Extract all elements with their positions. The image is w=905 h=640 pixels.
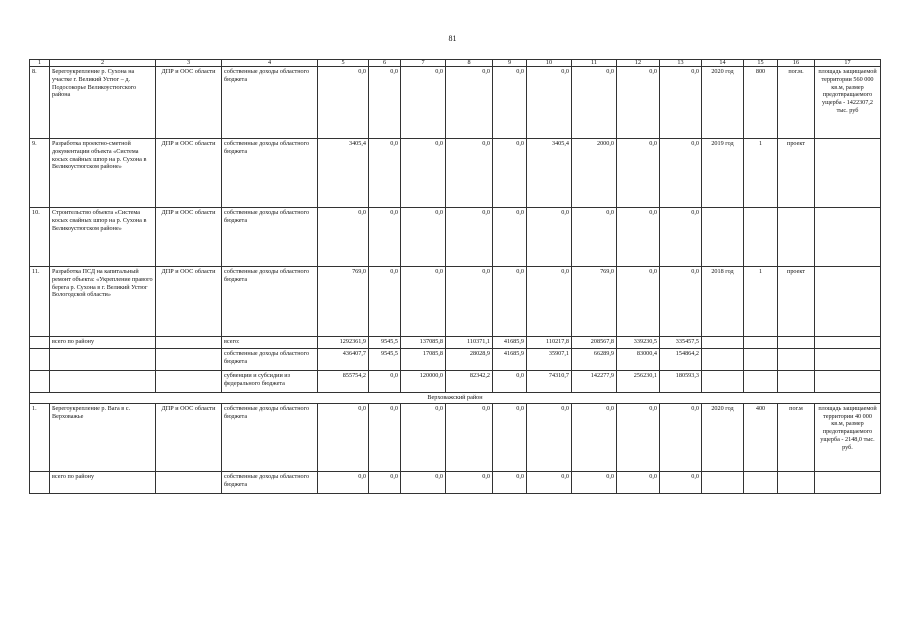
table-cell: всего: (222, 337, 318, 349)
table-cell: 9. (30, 139, 50, 208)
table-cell: 0,0 (617, 208, 660, 267)
table-cell: 0,0 (493, 139, 527, 208)
table-cell: 0,0 (617, 471, 660, 493)
table-cell (744, 208, 778, 267)
table-cell: 0,0 (446, 471, 493, 493)
table-row (30, 139, 881, 208)
table-cell: 0,0 (660, 471, 702, 493)
table-cell (30, 349, 50, 371)
table-cell: пог.м. (778, 67, 815, 139)
table-cell: 2018 год (702, 267, 744, 337)
table-cell: 0,0 (493, 471, 527, 493)
table-cell: 0,0 (572, 67, 617, 139)
table-cell (30, 471, 50, 493)
table-cell: площадь защищаемой территории 40 000 кв.м, размер предотвращаемого ущерба - 2148,0 тыс. руб. (815, 403, 881, 471)
table-cell: 339230,5 (617, 337, 660, 349)
table-cell: 208567,8 (572, 337, 617, 349)
column-header: 11 (572, 60, 617, 67)
table-cell (50, 371, 156, 393)
table-cell (30, 371, 50, 393)
table-cell: 0,0 (401, 471, 446, 493)
table-cell (815, 349, 881, 371)
column-header: 12 (617, 60, 660, 67)
column-header: 14 (702, 60, 744, 67)
table-cell: 17085,8 (401, 349, 446, 371)
table-cell: 0,0 (318, 208, 369, 267)
table-cell: 0,0 (318, 471, 369, 493)
table-cell: 800 (744, 67, 778, 139)
table-cell: 0,0 (572, 403, 617, 471)
table-cell (702, 471, 744, 493)
table-cell: 66289,9 (572, 349, 617, 371)
table-cell: Берегоукрепление р. Вага в с. Верховажье (50, 403, 156, 471)
table-cell (156, 349, 222, 371)
table-cell: 35907,1 (527, 349, 572, 371)
table-cell: 0,0 (660, 139, 702, 208)
table-cell: 1292361,9 (318, 337, 369, 349)
table-cell: 0,0 (493, 67, 527, 139)
table-row (30, 267, 881, 337)
table-cell: 0,0 (401, 139, 446, 208)
table-cell: 0,0 (318, 67, 369, 139)
table-cell (744, 349, 778, 371)
table-cell: 0,0 (527, 208, 572, 267)
table-cell: 0,0 (617, 139, 660, 208)
table-cell: 0,0 (369, 371, 401, 393)
table-cell: 2019 год (702, 139, 744, 208)
table-cell: 0,0 (617, 67, 660, 139)
table-cell: 0,0 (446, 403, 493, 471)
table-cell (156, 337, 222, 349)
table-cell (815, 208, 881, 267)
table-cell: 0,0 (493, 208, 527, 267)
table-cell: 0,0 (660, 403, 702, 471)
column-header: 3 (156, 60, 222, 67)
column-header: 2 (50, 60, 156, 67)
table-cell: собственные доходы областного бюджета (222, 349, 318, 371)
table-cell: 82342,2 (446, 371, 493, 393)
table-cell: 0,0 (660, 208, 702, 267)
table-cell: 41685,9 (493, 349, 527, 371)
table-cell (778, 337, 815, 349)
table-cell (702, 208, 744, 267)
table-cell (778, 349, 815, 371)
table-cell: собственные доходы областного бюджета (222, 267, 318, 337)
table-cell: ДПР и ООС области (156, 267, 222, 337)
table-cell (744, 371, 778, 393)
table-cell (30, 337, 50, 349)
table-cell: 110217,8 (527, 337, 572, 349)
table-row (30, 471, 881, 493)
column-header: 4 (222, 60, 318, 67)
table-cell: 28028,9 (446, 349, 493, 371)
table-cell (156, 371, 222, 393)
table-cell: 256230,1 (617, 371, 660, 393)
table-cell: 0,0 (401, 67, 446, 139)
table-cell: 0,0 (572, 208, 617, 267)
budget-table (29, 59, 881, 494)
table-cell (702, 371, 744, 393)
column-header: 9 (493, 60, 527, 67)
table-cell: 10. (30, 208, 50, 267)
table-cell: ДПР и ООС области (156, 403, 222, 471)
table-cell: ДПР и ООС области (156, 67, 222, 139)
table-row (30, 371, 881, 393)
table-cell: Разработка проектно-сметной документации объекта «Система косых свайных шпор на р. Сухона в Великоустюгском районе» (50, 139, 156, 208)
column-header: 17 (815, 60, 881, 67)
table-cell: ДПР и ООС области (156, 208, 222, 267)
table-cell: 0,0 (369, 471, 401, 493)
table-cell: 0,0 (318, 403, 369, 471)
table-cell: 0,0 (493, 267, 527, 337)
table-cell: 0,0 (617, 403, 660, 471)
table-row (30, 337, 881, 349)
table-cell: Строительство объекта «Система косых свайных шпор на р. Сухона в Великоустюгском районе» (50, 208, 156, 267)
table-cell: 3405,4 (527, 139, 572, 208)
table-cell: 1 (744, 267, 778, 337)
table-cell: 0,0 (446, 208, 493, 267)
table-cell: 1. (30, 403, 50, 471)
table-cell (815, 267, 881, 337)
table-cell: 855754,2 (318, 371, 369, 393)
table-cell: 0,0 (369, 139, 401, 208)
table-cell (744, 337, 778, 349)
column-header: 1 (30, 60, 50, 67)
table-cell: 0,0 (527, 471, 572, 493)
table-cell: 0,0 (369, 208, 401, 267)
table-cell (778, 371, 815, 393)
table-cell: 436407,7 (318, 349, 369, 371)
table-cell: Берегоукрепление р. Сухона на участке г. Великий Устюг – д. Подосокорье Великоустюгского района (50, 67, 156, 139)
table-cell: 0,0 (617, 267, 660, 337)
table-cell: 0,0 (660, 67, 702, 139)
column-header: 16 (778, 60, 815, 67)
table-cell: 335457,5 (660, 337, 702, 349)
table-cell (815, 337, 881, 349)
column-header: 7 (401, 60, 446, 67)
table-cell: всего по району (50, 471, 156, 493)
table-cell: 120000,0 (401, 371, 446, 393)
table-cell: 3405,4 (318, 139, 369, 208)
table-cell: 9545,5 (369, 337, 401, 349)
table-cell: площадь защищаемой территории 560 000 кв.м, размер предотвращаемого ущерба - 1422307,2 тыс. руб (815, 67, 881, 139)
table-cell: ДПР и ООС области (156, 139, 222, 208)
table-cell: 0,0 (401, 208, 446, 267)
column-header: 13 (660, 60, 702, 67)
table-cell: 142277,9 (572, 371, 617, 393)
table-cell: 0,0 (527, 67, 572, 139)
table-cell (778, 208, 815, 267)
table-cell: 0,0 (369, 267, 401, 337)
table-cell: собственные доходы областного бюджета (222, 139, 318, 208)
table-cell: пог.м (778, 403, 815, 471)
table-cell (778, 471, 815, 493)
section-title: Верховажский район (30, 393, 881, 404)
table-cell: 769,0 (572, 267, 617, 337)
table-cell: 2020 год (702, 403, 744, 471)
column-header: 15 (744, 60, 778, 67)
table-cell: 1 (744, 139, 778, 208)
table-cell: 180593,3 (660, 371, 702, 393)
table-cell: 2020 год (702, 67, 744, 139)
table-cell: 0,0 (527, 267, 572, 337)
column-header: 8 (446, 60, 493, 67)
table-cell: 83000,4 (617, 349, 660, 371)
table-row (30, 208, 881, 267)
table-cell: 0,0 (446, 67, 493, 139)
table-cell: собственные доходы областного бюджета (222, 471, 318, 493)
table-cell: собственные доходы областного бюджета (222, 403, 318, 471)
table-cell: 41685,9 (493, 337, 527, 349)
table-cell: собственные доходы областного бюджета (222, 67, 318, 139)
table-cell: 769,0 (318, 267, 369, 337)
table-cell (744, 471, 778, 493)
table-row (30, 403, 881, 471)
column-header: 5 (318, 60, 369, 67)
table-cell: 0,0 (446, 267, 493, 337)
table-cell: 0,0 (446, 139, 493, 208)
table-cell: 0,0 (660, 267, 702, 337)
header-row (30, 60, 881, 67)
table-cell (702, 337, 744, 349)
table-cell: 9545,5 (369, 349, 401, 371)
column-header: 10 (527, 60, 572, 67)
table-cell: 0,0 (401, 403, 446, 471)
table-cell: 74310,7 (527, 371, 572, 393)
table-cell: собственные доходы областного бюджета (222, 208, 318, 267)
table-cell: всего по району (50, 337, 156, 349)
table-cell (50, 349, 156, 371)
table-cell: 0,0 (493, 403, 527, 471)
section-row (30, 393, 881, 404)
table-cell: 0,0 (401, 267, 446, 337)
table-cell: 8. (30, 67, 50, 139)
table-cell (156, 471, 222, 493)
table-cell: 11. (30, 267, 50, 337)
table-cell: Разработка ПСД на капитальный ремонт объекта: «Укрепление правого берега р. Сухона в г. Великий Устюг Вологодской области» (50, 267, 156, 337)
table-cell: 0,0 (369, 403, 401, 471)
table-cell: 110371,1 (446, 337, 493, 349)
table-cell: 0,0 (493, 371, 527, 393)
table-cell (815, 139, 881, 208)
table-cell: 2000,0 (572, 139, 617, 208)
table-cell: проект (778, 267, 815, 337)
table-cell: 0,0 (369, 67, 401, 139)
table-cell (815, 471, 881, 493)
table-row (30, 349, 881, 371)
table-row (30, 67, 881, 139)
table-cell (702, 349, 744, 371)
column-header: 6 (369, 60, 401, 67)
table-cell: 137085,8 (401, 337, 446, 349)
table-cell: 400 (744, 403, 778, 471)
page-number: 81 (448, 34, 457, 43)
table-cell: 0,0 (572, 471, 617, 493)
table-cell: субвенции и субсидии из федерального бюджета (222, 371, 318, 393)
table-cell: 154864,2 (660, 349, 702, 371)
table-cell (815, 371, 881, 393)
table-cell: 0,0 (527, 403, 572, 471)
table-cell: проект (778, 139, 815, 208)
